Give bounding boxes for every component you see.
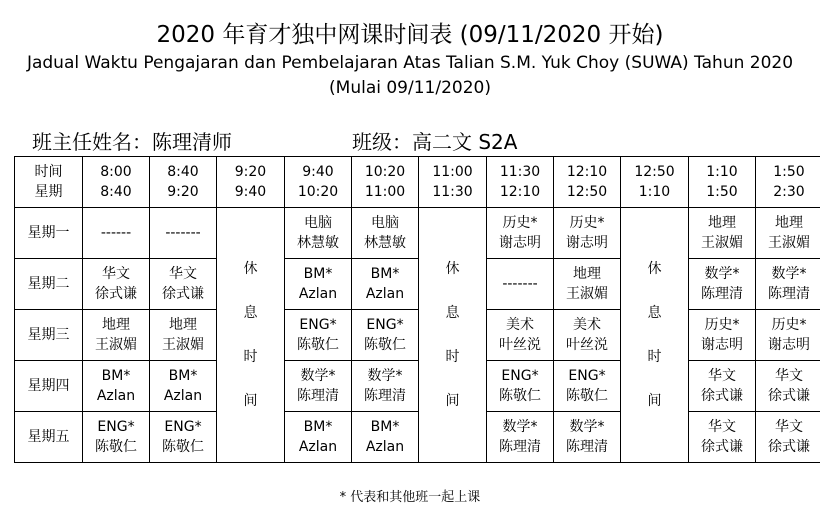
lesson-teacher: 陈敬仁 <box>297 337 339 353</box>
lesson-subject: 地理 <box>708 215 736 231</box>
lesson-subject: 历史* <box>502 215 538 231</box>
lesson-subject: 地理 <box>573 266 601 282</box>
period-header <box>554 157 621 208</box>
lesson-cell <box>285 361 352 412</box>
lesson-teacher: 陈理清 <box>701 286 743 302</box>
lesson-teacher: Azlan <box>163 388 203 404</box>
period-end-time: 2:30 <box>773 184 805 200</box>
lesson-teacher: 林慧敏 <box>364 235 406 251</box>
lesson-subject: 数学* <box>704 266 740 282</box>
rest-break-char: 休 <box>445 261 460 277</box>
lesson-teacher: 陈敬仁 <box>162 439 204 455</box>
lesson-cell <box>150 361 217 412</box>
lesson-teacher: 谢志明 <box>768 337 810 353</box>
lesson-subject: BM* <box>370 266 400 282</box>
lesson-teacher: 徐式谦 <box>701 439 743 455</box>
lesson-teacher: 谢志明 <box>566 235 608 251</box>
lesson-subject: ENG* <box>366 317 404 333</box>
rest-break-char: 息 <box>647 305 662 321</box>
period-end-time: 12:50 <box>566 184 608 200</box>
lesson-cell <box>487 361 554 412</box>
lesson-cell <box>487 412 554 463</box>
lesson-cell <box>487 208 554 259</box>
lesson-subject: 美术 <box>506 317 534 333</box>
lesson-subject: ------ <box>100 225 132 241</box>
lesson-subject: 数学* <box>569 419 605 435</box>
corner-time-label: 时间 <box>34 164 63 180</box>
lesson-subject: 数学* <box>300 368 336 384</box>
period-header <box>689 157 756 208</box>
lesson-subject: 地理 <box>169 317 197 333</box>
period-start-time: 9:40 <box>302 164 334 180</box>
lesson-subject: 华文 <box>102 266 130 282</box>
lesson-cell <box>83 310 150 361</box>
day-label: 星期二 <box>15 259 83 310</box>
lesson-cell <box>285 259 352 310</box>
page-subtitle-malay: Jadual Waktu Pengajaran dan Pembelajaran Atas Talian S.M. Yuk Choy (SUWA) Tahun 2020 <box>26 53 794 73</box>
day-label: 星期五 <box>15 412 83 463</box>
period-start-time: 8:40 <box>167 164 199 180</box>
lesson-cell <box>150 310 217 361</box>
lesson-teacher: 陈理清 <box>566 439 608 455</box>
rest-break-char: 息 <box>445 305 460 321</box>
lesson-teacher: 陈敬仁 <box>95 439 137 455</box>
rest-break-char: 间 <box>243 393 258 409</box>
lesson-cell <box>756 208 820 259</box>
lesson-teacher: 林慧敏 <box>297 235 339 251</box>
lesson-subject: ENG* <box>568 368 606 384</box>
lesson-subject: 华文 <box>708 419 736 435</box>
day-label: 星期四 <box>15 361 83 412</box>
lesson-subject: 电脑 <box>304 215 332 231</box>
period-end-time: 11:30 <box>432 184 473 200</box>
lesson-teacher: 陈敬仁 <box>364 337 406 353</box>
rest-break-cell <box>217 208 285 463</box>
lesson-subject: 地理 <box>102 317 130 333</box>
period-start-time: 11:00 <box>432 164 473 180</box>
lesson-teacher: 陈理清 <box>364 388 406 404</box>
lesson-cell <box>352 412 419 463</box>
rest-break-char: 时 <box>647 349 662 365</box>
lesson-subject: 地理 <box>775 215 803 231</box>
rest-break-char: 时 <box>445 349 460 365</box>
lesson-cell <box>689 208 756 259</box>
lesson-teacher: Azlan <box>365 286 405 302</box>
lesson-subject: ------- <box>502 276 538 292</box>
lesson-cell <box>756 310 820 361</box>
period-start-time: 8:00 <box>100 164 132 180</box>
lesson-teacher: Azlan <box>96 388 136 404</box>
lesson-teacher: 王淑媚 <box>701 235 743 251</box>
period-header <box>217 157 285 208</box>
lesson-cell <box>756 259 820 310</box>
lesson-cell <box>83 208 150 259</box>
period-start-time: 9:20 <box>234 164 267 180</box>
period-start-time: 11:30 <box>499 164 541 180</box>
period-end-time: 12:10 <box>499 184 541 200</box>
rest-break-char: 间 <box>445 393 460 409</box>
lesson-teacher: 徐式谦 <box>162 286 204 302</box>
lesson-cell <box>554 310 621 361</box>
day-row <box>15 310 820 361</box>
day-row <box>15 412 820 463</box>
lesson-cell <box>150 412 217 463</box>
lesson-subject: 数学* <box>367 368 403 384</box>
lesson-subject: 历史* <box>569 215 605 231</box>
lesson-subject: 华文 <box>169 266 197 282</box>
period-end-time: 10:20 <box>297 184 339 200</box>
lesson-cell <box>756 412 820 463</box>
day-row <box>15 259 820 310</box>
lesson-subject: ------- <box>165 225 201 241</box>
lesson-subject: BM* <box>370 419 400 435</box>
corner-day-label: 星期 <box>34 184 63 200</box>
lesson-subject: 数学* <box>771 266 807 282</box>
period-start-time: 10:20 <box>364 164 406 180</box>
period-start-time: 12:10 <box>566 164 608 180</box>
footnote: * 代表和其他班一起上课 <box>339 490 481 505</box>
lesson-cell <box>285 208 352 259</box>
lesson-subject: ENG* <box>164 419 202 435</box>
lesson-cell <box>554 361 621 412</box>
rest-break-char: 时 <box>243 349 258 365</box>
period-end-time: 11:00 <box>364 184 406 200</box>
lesson-teacher: 王淑媚 <box>566 286 608 302</box>
lesson-subject: 历史* <box>771 317 807 333</box>
rest-break-cell <box>621 208 689 463</box>
lesson-cell <box>487 259 554 310</box>
lesson-subject: ENG* <box>501 368 539 384</box>
lesson-teacher: 徐式谦 <box>768 388 810 404</box>
lesson-teacher: 陈理清 <box>768 286 810 302</box>
lesson-teacher: 叶丝涚 <box>499 337 541 353</box>
lesson-cell <box>689 412 756 463</box>
lesson-cell <box>689 361 756 412</box>
period-header <box>285 157 352 208</box>
rest-break-char: 休 <box>243 261 258 277</box>
lesson-subject: BM* <box>101 368 131 384</box>
timetable <box>14 156 820 463</box>
start-date-line: (Mulai 09/11/2020) <box>329 78 491 98</box>
lesson-subject: 数学* <box>502 419 538 435</box>
lesson-cell <box>150 208 217 259</box>
lesson-subject: BM* <box>303 266 333 282</box>
day-row <box>15 208 820 259</box>
day-label: 星期三 <box>15 310 83 361</box>
class-teacher-label: 班主任姓名：陈理清师 <box>32 130 232 154</box>
lesson-subject: 华文 <box>708 368 736 384</box>
header-row <box>15 157 820 208</box>
lesson-cell <box>83 412 150 463</box>
lesson-subject: ENG* <box>97 419 135 435</box>
day-row <box>15 361 820 412</box>
lesson-cell <box>352 310 419 361</box>
lesson-cell <box>352 208 419 259</box>
lesson-cell <box>285 310 352 361</box>
lesson-cell <box>554 412 621 463</box>
lesson-cell <box>83 259 150 310</box>
lesson-teacher: Azlan <box>298 439 338 455</box>
rest-break-char: 休 <box>647 261 662 277</box>
period-header <box>150 157 217 208</box>
lesson-teacher: 王淑媚 <box>768 235 810 251</box>
page-title: 2020 年育才独中网课时间表 (09/11/2020 开始) <box>156 22 664 48</box>
period-header <box>621 157 689 208</box>
lesson-subject: BM* <box>303 419 333 435</box>
lesson-cell <box>554 259 621 310</box>
rest-break-cell <box>419 208 487 463</box>
lesson-teacher: 陈理清 <box>499 439 541 455</box>
lesson-subject: BM* <box>168 368 198 384</box>
period-start-time: 12:50 <box>634 164 675 180</box>
lesson-subject: 华文 <box>775 368 803 384</box>
lesson-cell <box>487 310 554 361</box>
lesson-cell <box>285 412 352 463</box>
period-start-time: 1:10 <box>706 164 738 180</box>
period-end-time: 9:20 <box>167 184 199 200</box>
period-end-time: 1:10 <box>638 184 671 200</box>
lesson-cell <box>689 259 756 310</box>
period-end-time: 9:40 <box>234 184 267 200</box>
lesson-cell <box>756 361 820 412</box>
lesson-teacher: 谢志明 <box>701 337 743 353</box>
lesson-cell <box>83 361 150 412</box>
class-name-label: 班级：高二文 S2A <box>352 130 518 154</box>
lesson-subject: 电脑 <box>371 215 399 231</box>
lesson-cell <box>554 208 621 259</box>
period-end-time: 8:40 <box>100 184 132 200</box>
lesson-teacher: Azlan <box>298 286 338 302</box>
lesson-teacher: 谢志明 <box>499 235 541 251</box>
lesson-subject: 美术 <box>573 317 601 333</box>
lesson-cell <box>352 259 419 310</box>
lesson-teacher: 陈敬仁 <box>499 388 541 404</box>
day-label: 星期一 <box>15 208 83 259</box>
lesson-teacher: 王淑媚 <box>162 337 204 353</box>
lesson-cell <box>150 259 217 310</box>
lesson-teacher: 徐式谦 <box>95 286 137 302</box>
lesson-teacher: 叶丝涚 <box>566 337 608 353</box>
period-header <box>756 157 820 208</box>
period-header <box>419 157 487 208</box>
lesson-teacher: 陈敬仁 <box>566 388 608 404</box>
corner-cell <box>15 157 83 208</box>
period-header <box>83 157 150 208</box>
period-header <box>487 157 554 208</box>
lesson-teacher: 陈理清 <box>297 388 339 404</box>
rest-break-char: 息 <box>243 305 258 321</box>
period-start-time: 1:50 <box>773 164 805 180</box>
lesson-subject: ENG* <box>299 317 337 333</box>
lesson-teacher: 徐式谦 <box>701 388 743 404</box>
rest-break-char: 间 <box>647 393 662 409</box>
lesson-teacher: 徐式谦 <box>768 439 810 455</box>
period-end-time: 1:50 <box>706 184 738 200</box>
period-header <box>352 157 419 208</box>
lesson-teacher: 王淑媚 <box>95 337 137 353</box>
lesson-teacher: Azlan <box>365 439 405 455</box>
lesson-cell <box>352 361 419 412</box>
lesson-subject: 华文 <box>775 419 803 435</box>
lesson-subject: 历史* <box>704 317 740 333</box>
lesson-cell <box>689 310 756 361</box>
